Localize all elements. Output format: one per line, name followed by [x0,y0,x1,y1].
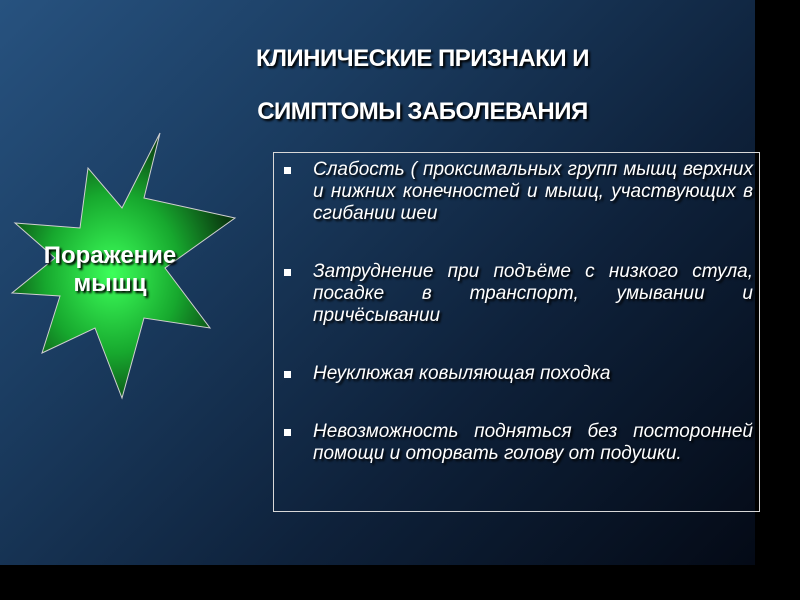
symptoms-list [274,159,759,465]
slide-title-line1: КЛИНИЧЕСКИЕ ПРИЗНАКИ И [255,45,590,72]
list-item-text: Невозможность подняться без посторонней помощи и оторвать голову от подушки. [313,421,753,464]
list-item [274,261,759,327]
square-bullet-icon [284,429,291,436]
symptoms-panel [273,152,760,512]
list-item-text: Слабость ( проксимальных групп мышц верхних и нижних конечностей и мышц, участвующих в сгибании шеи [313,159,753,224]
list-item [274,159,759,225]
square-bullet-icon [284,269,291,276]
list-item-text: Затруднение при подъёме с низкого стула, посадке в транспорт, умывании и причёсывании [313,261,753,326]
square-bullet-icon [284,371,291,378]
slide-title-line2: СИМПТОМЫ ЗАБОЛЕВАНИЯ [257,98,588,125]
star-label [20,242,200,298]
list-item-text: Неуклюжая ковыляющая походка [313,363,611,384]
list-item [274,363,759,385]
star-label-line2: мышц [73,270,147,297]
square-bullet-icon [284,167,291,174]
star-label-line1: Поражение [43,242,177,269]
list-item [274,421,759,465]
